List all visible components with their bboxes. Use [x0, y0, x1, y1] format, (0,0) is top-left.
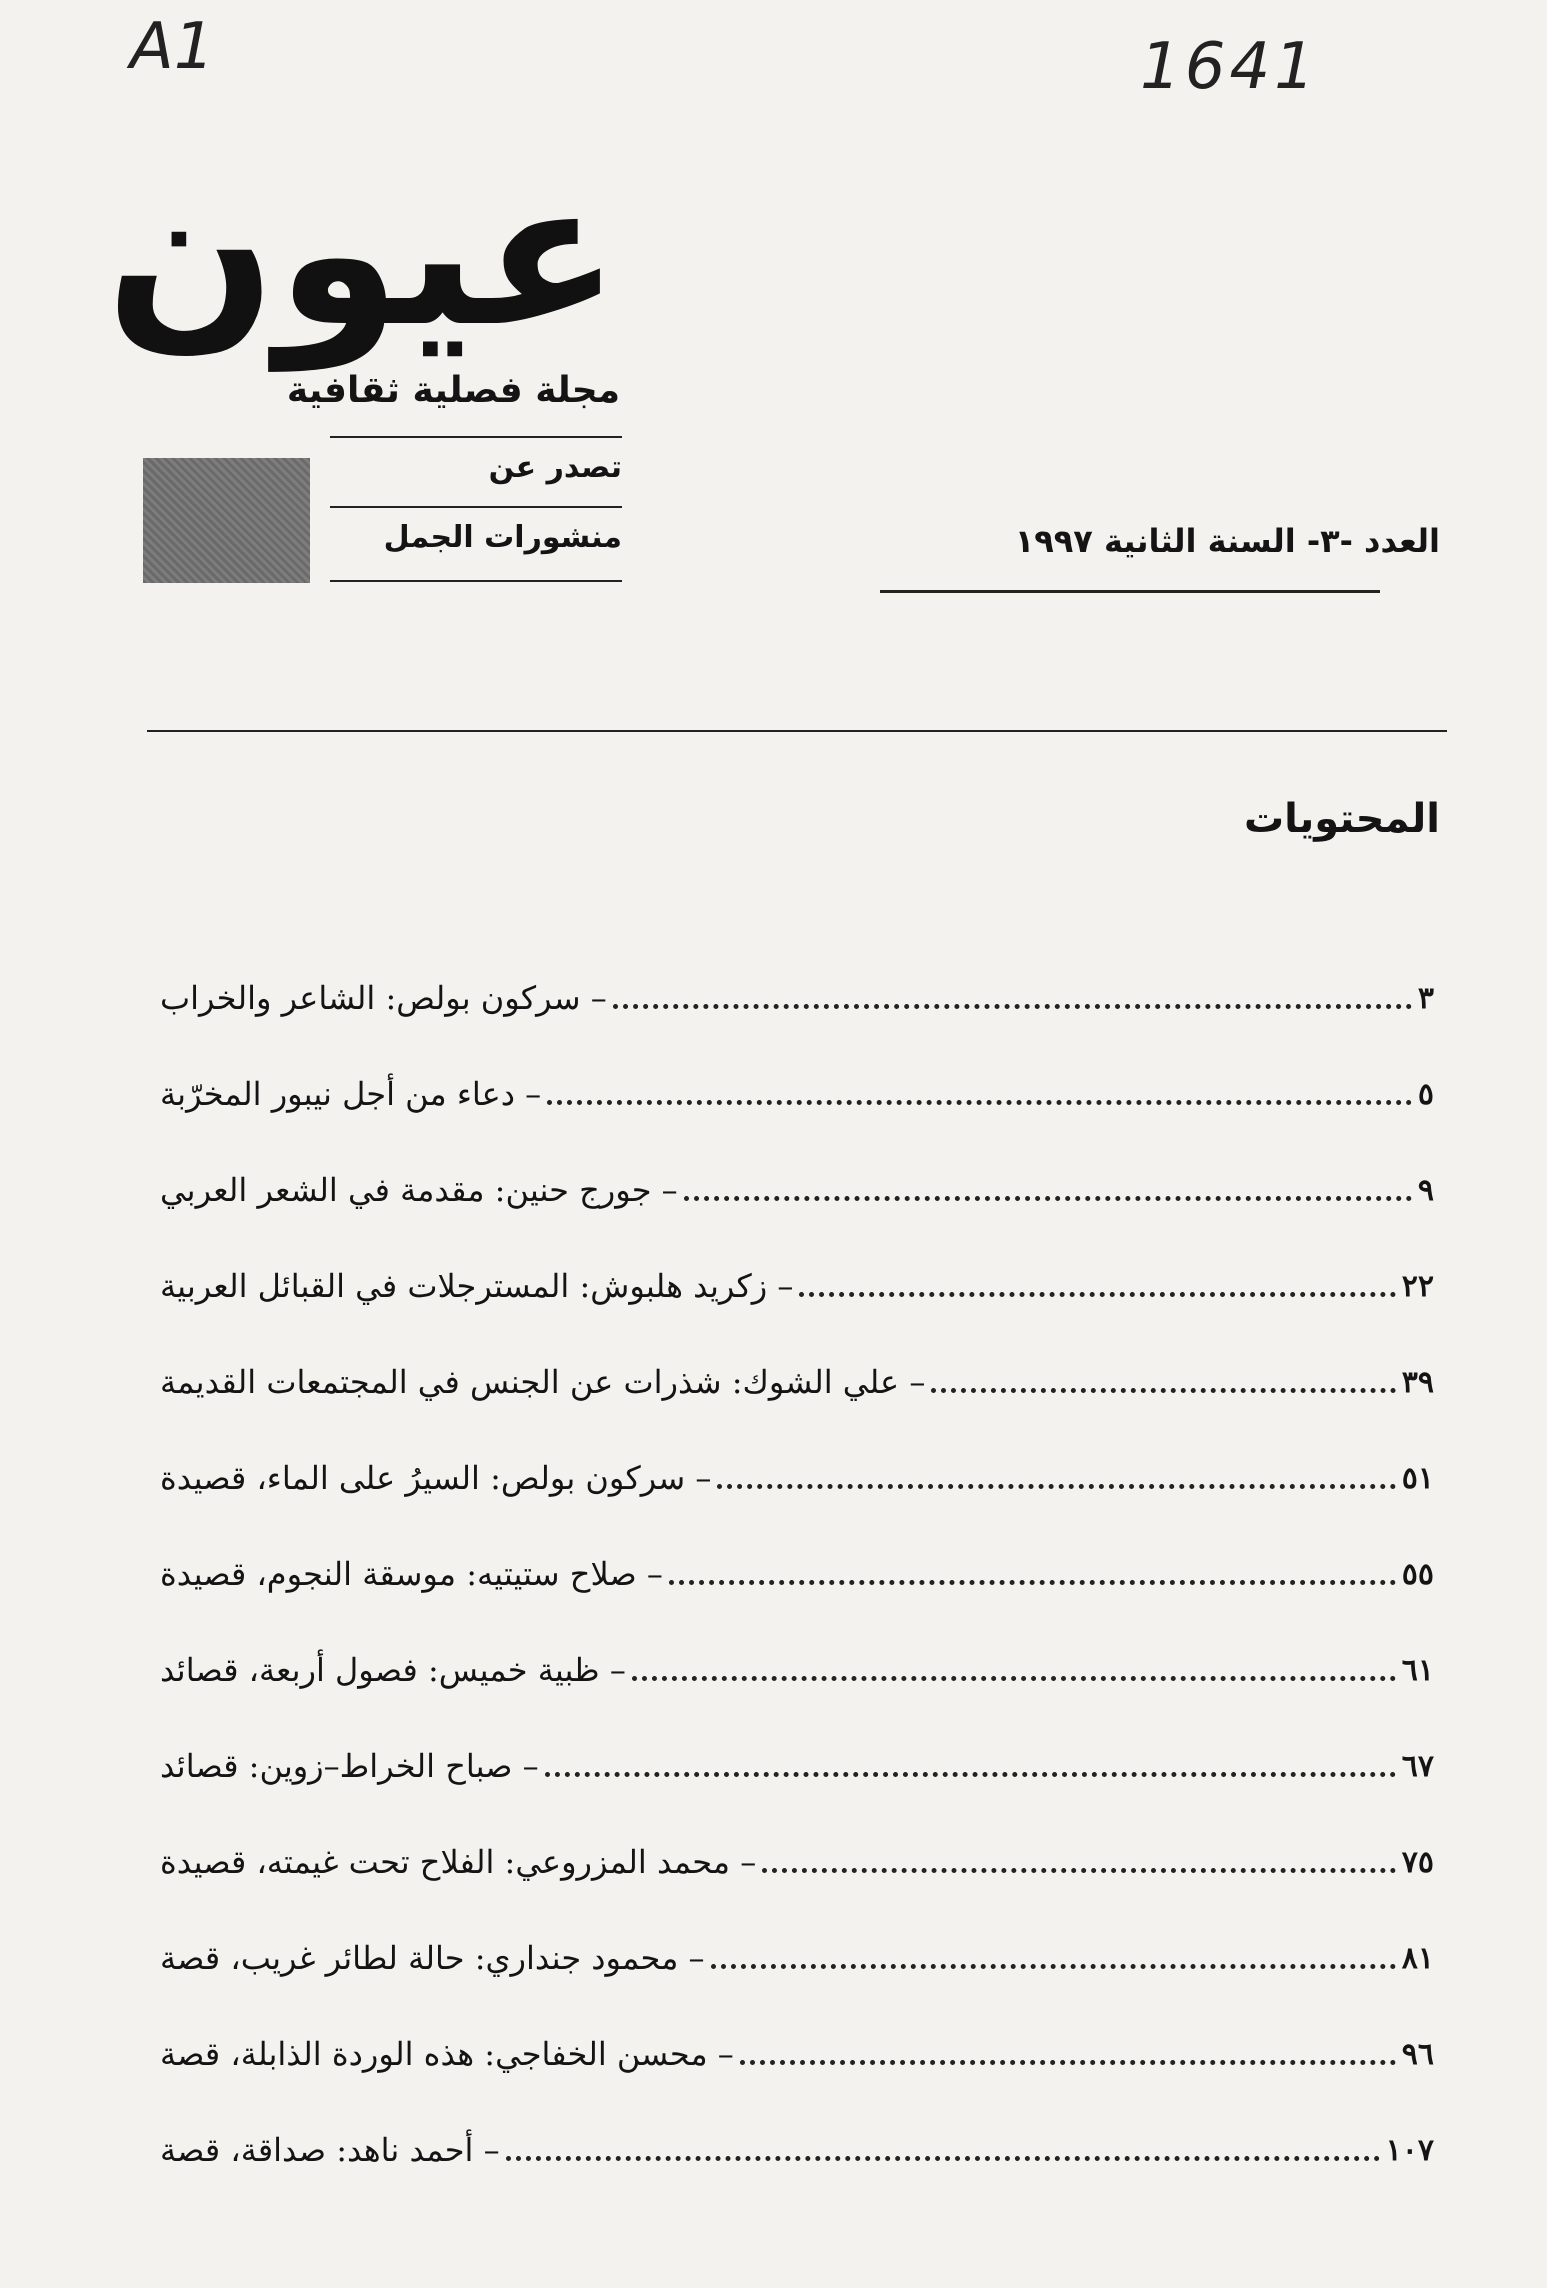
leader-dots — [740, 2060, 1396, 2065]
toc-row — [150, 950, 1440, 1046]
toc-entry-title: – محسن الخفاجي: هذه الوردة الذابلة، قصة — [160, 2035, 734, 2073]
table-of-contents — [150, 950, 1440, 2198]
toc-entry-title: – سركون بولص: السيرُ على الماء، قصيدة — [160, 1459, 712, 1497]
toc-row — [150, 1334, 1440, 1430]
toc-row — [150, 1526, 1440, 1622]
handwritten-note-a1: A1 — [130, 10, 215, 84]
issue-info: العدد -٣- السنة الثانية ١٩٩٧ — [1014, 522, 1440, 560]
toc-page-number: ٣٩ — [1401, 1364, 1434, 1400]
leader-dots — [506, 2156, 1380, 2161]
leader-dots — [613, 1004, 1412, 1009]
magazine-subtitle: مجلة فصلية ثقافية — [286, 370, 620, 411]
toc-row — [150, 1814, 1440, 1910]
toc-page-number: ٥١ — [1401, 1460, 1434, 1496]
toc-row — [150, 2006, 1440, 2102]
toc-page-number: ٩٦ — [1401, 2036, 1434, 2072]
toc-row — [150, 2102, 1440, 2198]
toc-entry-title: – محمود جنداري: حالة لطائر غريب، قصة — [160, 1939, 705, 1977]
toc-page-number: ٦٧ — [1401, 1748, 1434, 1784]
magazine-logo: عيون — [105, 138, 620, 371]
toc-entry-title: – علي الشوك: شذرات عن الجنس في المجتمعات القديمة — [160, 1363, 926, 1401]
toc-entry-title: – سركون بولص: الشاعر والخراب — [160, 979, 607, 1017]
leader-dots — [632, 1676, 1396, 1681]
toc-page-number: ٧٥ — [1401, 1844, 1434, 1880]
masthead-rule-3 — [330, 580, 622, 582]
toc-page-number: ٥٥ — [1401, 1556, 1434, 1592]
toc-row — [150, 1238, 1440, 1334]
toc-row — [150, 1046, 1440, 1142]
toc-row — [150, 1142, 1440, 1238]
toc-entry-title: – صلاح ستيتيه: موسقة النجوم، قصيدة — [160, 1555, 663, 1593]
toc-entry-title: – أحمد ناهد: صداقة، قصة — [160, 2131, 500, 2169]
leader-dots — [717, 1484, 1395, 1489]
toc-entry-title: – ظبية خميس: فصول أربعة، قصائد — [160, 1651, 626, 1689]
toc-entry-title: – زكريد هلبوش: المسترجلات في القبائل العربية — [160, 1267, 794, 1305]
toc-row — [150, 1910, 1440, 2006]
leader-dots — [547, 1100, 1412, 1105]
leader-dots — [711, 1964, 1396, 1969]
toc-page-number: ٨١ — [1401, 1940, 1434, 1976]
toc-page-number: ١٠٧ — [1385, 2132, 1434, 2168]
toc-row — [150, 1430, 1440, 1526]
masthead-rule-2 — [330, 506, 622, 508]
leader-dots — [799, 1292, 1395, 1297]
toc-entry-title: – محمد المزروعي: الفلاح تحت غيمته، قصيدة — [160, 1843, 757, 1881]
masthead-rule-1 — [330, 436, 622, 438]
toc-row — [150, 1622, 1440, 1718]
toc-page-number: ٦١ — [1401, 1652, 1434, 1688]
toc-page-number: ٥ — [1417, 1076, 1434, 1112]
toc-page-number: ٢٢ — [1401, 1268, 1434, 1304]
issued-by-label: تصدر عن — [488, 450, 622, 485]
toc-page-number: ٣ — [1417, 980, 1434, 1016]
leader-dots — [545, 1772, 1396, 1777]
leader-dots — [762, 1868, 1396, 1873]
leader-dots — [931, 1388, 1395, 1393]
publisher-name: منشورات الجمل — [383, 520, 622, 555]
contents-title: المحتويات — [1243, 796, 1440, 842]
toc-entry-title: – صباح الخراط–زوين: قصائد — [160, 1747, 539, 1785]
toc-entry-title: – جورج حنين: مقدمة في الشعر العربي — [160, 1171, 678, 1209]
toc-row — [150, 1718, 1440, 1814]
issue-underline — [880, 590, 1380, 593]
section-divider — [147, 730, 1447, 732]
gray-texture-block — [143, 458, 310, 583]
toc-page-number: ٩ — [1417, 1172, 1434, 1208]
leader-dots — [684, 1196, 1412, 1201]
handwritten-number: 1641 — [1140, 30, 1319, 104]
leader-dots — [669, 1580, 1396, 1585]
toc-entry-title: – دعاء من أجل نيبور المخرّبة — [160, 1075, 542, 1113]
